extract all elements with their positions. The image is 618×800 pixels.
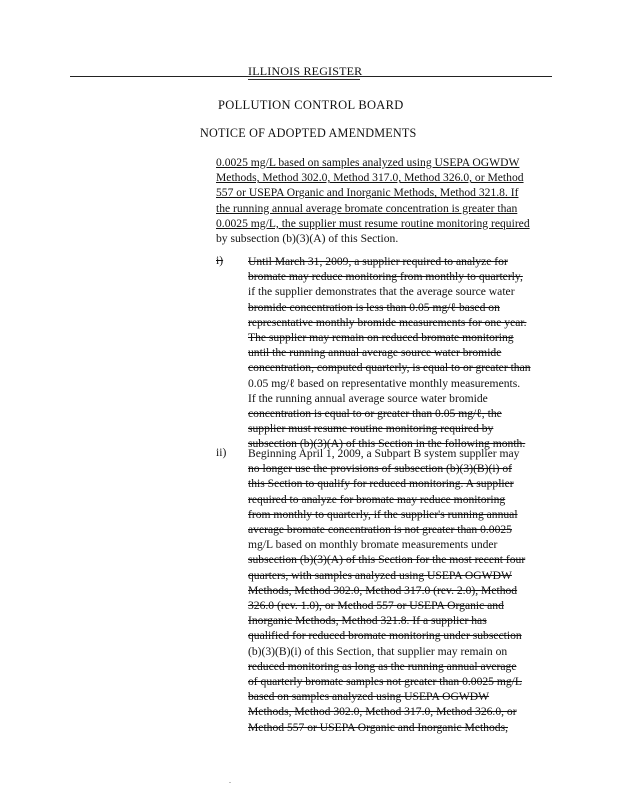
item-ii-line: Method 557 or USEPA Organic and Inorganic Methods, bbox=[248, 720, 508, 734]
register-title: ILLINOIS REGISTER bbox=[248, 64, 363, 78]
item-ii-line: reduced monitoring as long as the running annual average bbox=[248, 659, 517, 673]
item-ii-line: Methods, Method 302.0, Method 317.0 (rev. 2.0), Method bbox=[248, 583, 518, 597]
intro-line: Methods, Method 302.0, Method 317.0, Method 326.0, or Method bbox=[216, 171, 524, 185]
item-i-marker: i) bbox=[216, 254, 224, 267]
item-ii-line: mg/L based on monthly bromate measurements under bbox=[248, 538, 498, 552]
header-title-underline bbox=[248, 79, 360, 80]
intro-line: by subsection (b)(3)(A) of this Section. bbox=[216, 232, 399, 246]
item-i-line: Until March 31, 2009, a supplier required to analyze for bbox=[248, 255, 508, 268]
item-i-line: if the supplier demonstrates that the average source water bbox=[248, 285, 515, 299]
item-ii-line: 326.0 (rev. 1.0), or Method 557 or USEPA Organic and bbox=[248, 599, 504, 613]
item-i-line: bromate may reduce monitoring from monthly to quarterly, bbox=[248, 270, 523, 284]
item-ii-line: from monthly to quarterly, if the supplier's running annual bbox=[248, 507, 518, 521]
item-ii-line: Beginning April 1, 2009, a Subpart B system supplier may bbox=[248, 447, 520, 460]
item-ii-line: of quarterly bromate samples not greater than 0.0025 mg/L bbox=[248, 675, 522, 689]
item-ii-line: Inorganic Methods, Method 321.8. If a supplier has bbox=[248, 614, 487, 628]
item-ii-line: based on samples analyzed using USEPA OGWDW bbox=[248, 690, 490, 704]
item-ii-line: required to analyze for bromate may reduce monitoring bbox=[248, 492, 506, 506]
item-i-line: until the running annual average source water bromide bbox=[248, 346, 502, 360]
item-i-line: concentration is equal to or greater than 0.05 mg/ℓ, the bbox=[248, 407, 502, 421]
item-i-line: bromide concentration is less than 0.05 mg/ℓ based on bbox=[248, 300, 500, 314]
intro-line: 0.0025 mg/L, the supplier must resume routine monitoring required bbox=[216, 216, 530, 230]
item-ii-line: average bromate concentration is not greater than 0.0025 bbox=[248, 523, 512, 537]
item-ii-line: qualified for reduced bromate monitoring under subsection bbox=[248, 629, 522, 643]
footer-mark: . bbox=[229, 776, 231, 785]
intro-paragraph bbox=[216, 155, 548, 246]
item-ii-line: (b)(3)(B)(i) of this Section, that supplier may remain on bbox=[248, 644, 508, 658]
item-i-line: 0.05 mg/ℓ based on representative monthly measurements. bbox=[248, 376, 521, 390]
item-i-line: The supplier may remain on reduced bromate monitoring bbox=[248, 331, 514, 345]
item-ii-line: no longer use the provisions of subsection (b)(3)(B)(i) of bbox=[248, 462, 513, 476]
intro-line: the running annual average bromate concentration is greater than bbox=[216, 201, 518, 215]
board-title: POLLUTION CONTROL BOARD bbox=[218, 98, 404, 112]
item-i-line: If the running annual average source water bromide bbox=[248, 391, 488, 405]
item-ii-marker: ii) bbox=[216, 446, 227, 459]
item-ii-text bbox=[248, 446, 548, 735]
notice-title: NOTICE OF ADOPTED AMENDMENTS bbox=[200, 126, 417, 140]
item-ii-line: quarters, with samples analyzed using USEPA OGWDW bbox=[248, 568, 512, 582]
item-ii-line: subsection (b)(3)(A) of this Section for the most recent four bbox=[248, 553, 526, 567]
intro-line: 557 or USEPA Organic and Inorganic Methods, Method 321.8. If bbox=[216, 186, 519, 200]
intro-line: 0.0025 mg/L based on samples analyzed using USEPA OGWDW bbox=[216, 156, 520, 169]
item-i-line: supplier must resume routine monitoring required by bbox=[248, 422, 494, 436]
item-i-line: subsection (b)(3)(A) of this Section in the following month. bbox=[248, 437, 526, 451]
item-i-line: concentration, computed quarterly, is equal to or greater than bbox=[248, 361, 531, 375]
item-i-text bbox=[248, 254, 548, 452]
item-ii-line: Methods, Method 302.0, Method 317.0, Method 326.0, or bbox=[248, 705, 517, 719]
item-ii-line: this Section to qualify for reduced monitoring. A supplier bbox=[248, 477, 514, 491]
item-i-line: representative monthly bromide measurements for one year. bbox=[248, 315, 527, 329]
